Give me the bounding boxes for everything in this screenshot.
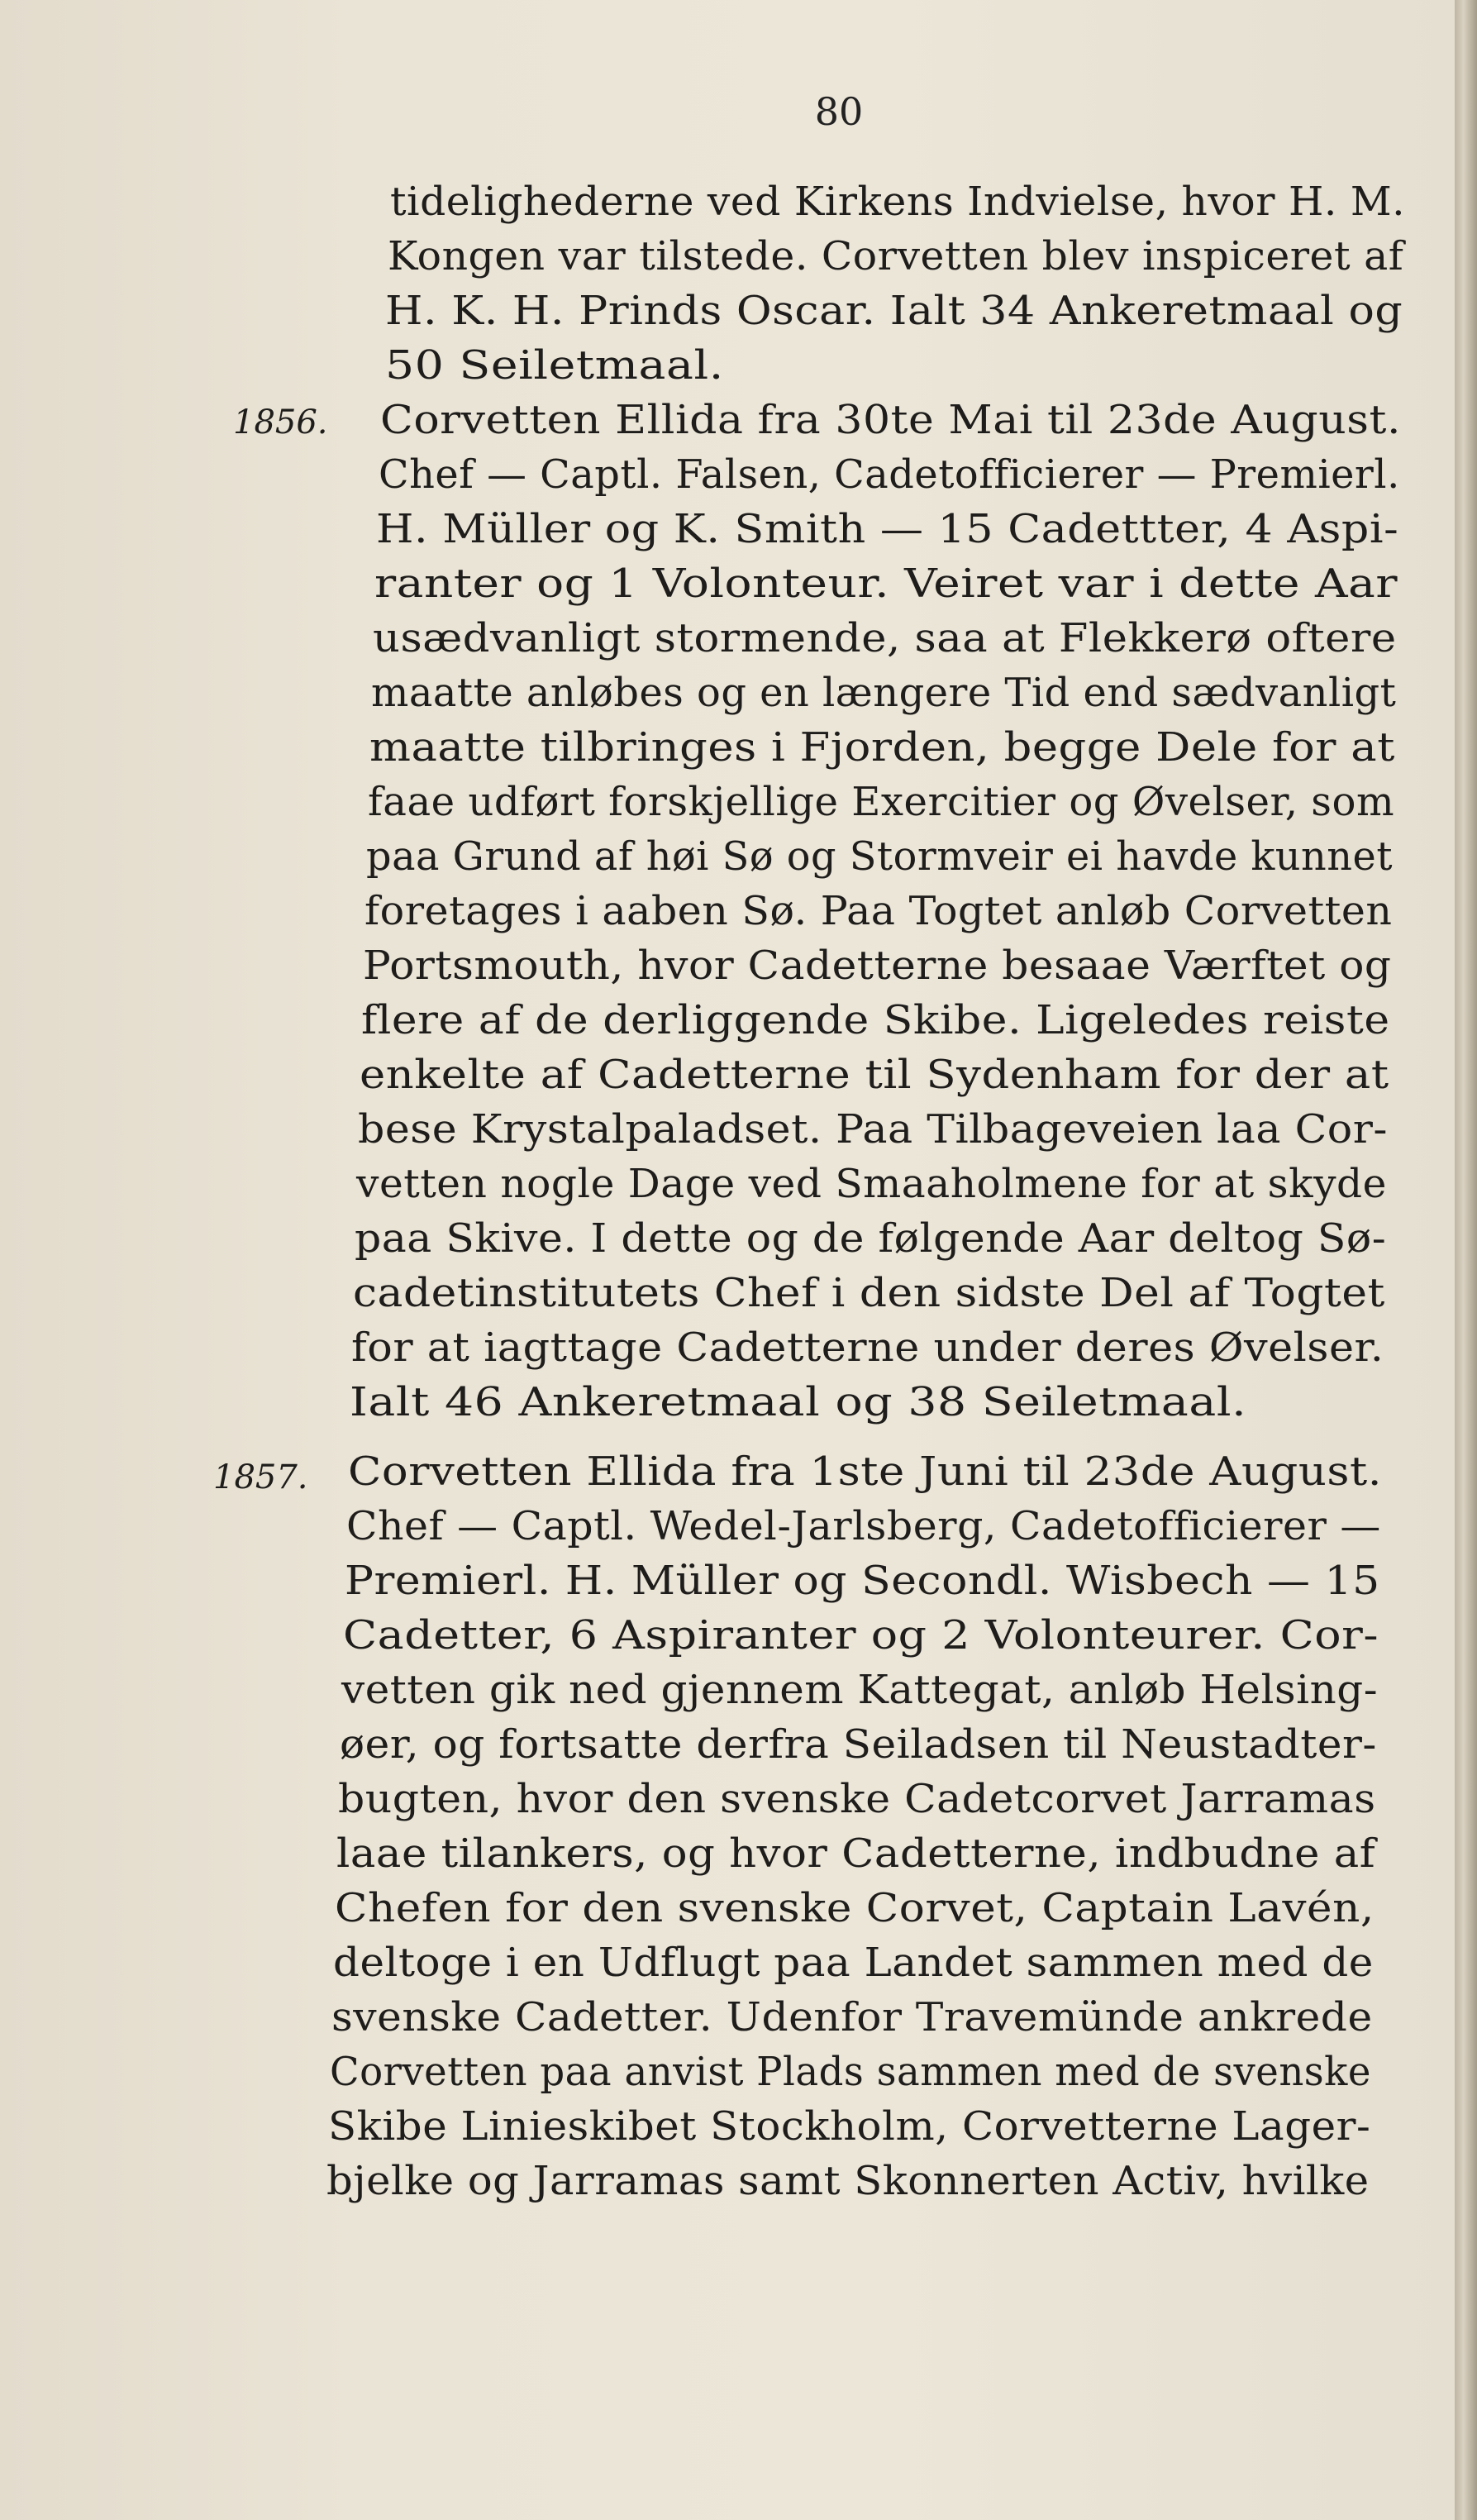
text-line: Skibe Linieskibet Stockholm, Corvetterne Lager- <box>328 2103 1371 2150</box>
text-line: Kongen var tilstede. Corvetten blev inspiceret af <box>388 233 1404 279</box>
text-line: flere af de derliggende Skibe. Ligeledes reiste <box>361 997 1390 1043</box>
text-line: Corvetten paa anvist Plads sammen med de svenske <box>330 2049 1371 2095</box>
page-number: 80 <box>814 89 864 134</box>
text-line: laae tilankers, og hvor Cadetterne, indbudne af <box>336 1830 1376 1877</box>
text-line: bugten, hvor den svenske Cadetcorvet Jarramas <box>338 1776 1376 1822</box>
text-line: faae udført forskjellige Exercitier og Øvelser, som <box>368 779 1395 825</box>
text-line: paa Skive. I dette og de følgende Aar deltog Sø- <box>355 1215 1387 1262</box>
text-line: 50 Seiletmaal. <box>385 342 724 389</box>
text-line: usædvanligt stormende, saa at Flekkerø oftere <box>373 615 1397 661</box>
text-line: vetten gik ned gjennem Kattegat, anløb Helsing- <box>341 1667 1379 1713</box>
text-line: cadetinstitutets Chef i den sidste Del af Togtet <box>353 1270 1385 1316</box>
year-marker-1856: 1856. <box>233 403 328 441</box>
text-line: Portsmouth, hvor Cadetterne besaae Værftet og <box>363 943 1392 989</box>
text-line: øer, og fortsatte derfra Seiladsen til Neustadter- <box>340 1721 1377 1768</box>
text-line: Ialt 46 Ankeretmaal og 38 Seiletmaal. <box>350 1379 1247 1425</box>
text-line: for at iagttage Cadetterne under deres Øvelser. <box>351 1324 1384 1371</box>
text-line: ranter og 1 Volonteur. Veiret var i dette Aar <box>374 561 1398 607</box>
page-edge <box>1455 0 1477 2520</box>
text-line: H. K. H. Prinds Oscar. Ialt 34 Ankeretmaal og <box>385 288 1403 334</box>
text-line: Corvetten Ellida fra 1ste Juni til 23de August. <box>348 1449 1383 1495</box>
text-line: H. Müller og K. Smith — 15 Cadettter, 4 Aspi- <box>376 506 1399 552</box>
text-line: Corvetten Ellida fra 30te Mai til 23de August. <box>380 397 1402 443</box>
text-line: Chefen for den svenske Corvet, Captain Lavén, <box>335 1885 1375 1931</box>
text-line: Cadetter, 6 Aspiranter og 2 Volonteurer. Cor- <box>343 1612 1379 1659</box>
text-line: deltoge i en Udflugt paa Landet sammen med de <box>333 1940 1374 1986</box>
text-line: Chef — Captl. Falsen, Cadetofficierer — Premierl. <box>379 451 1400 498</box>
text-line: bjelke og Jarramas samt Skonnerten Activ, hvilke <box>326 2158 1370 2204</box>
text-line: tidelighederne ved Kirkens Indvielse, hvor H. M. <box>390 179 1406 225</box>
text-line: bese Krystalpaladset. Paa Tilbageveien laa Cor- <box>358 1106 1389 1153</box>
text-line: maatte anløbes og en længere Tid end sædvanligt <box>371 670 1397 716</box>
text-line: svenske Cadetter. Udenfor Travemünde ankrede <box>331 1994 1373 2040</box>
text-line: foretages i aaben Sø. Paa Togtet anløb Corvetten <box>364 888 1393 934</box>
text-line: Premierl. H. Müller og Secondl. Wisbech — 15 <box>345 1558 1380 1604</box>
year-marker-1857: 1857. <box>213 1458 308 1496</box>
text-line: paa Grund af høi Sø og Stormveir ei havde kunnet <box>366 833 1394 880</box>
text-line: enkelte af Cadetterne til Sydenham for der at <box>360 1052 1389 1098</box>
text-line: vetten nogle Dage ved Smaaholmene for at skyde <box>356 1161 1387 1207</box>
text-line: maatte tilbringes i Fjorden, begge Dele for at <box>369 724 1395 771</box>
text-line: Chef — Captl. Wedel-Jarlsberg, Cadetofficierer — <box>346 1503 1381 1549</box>
